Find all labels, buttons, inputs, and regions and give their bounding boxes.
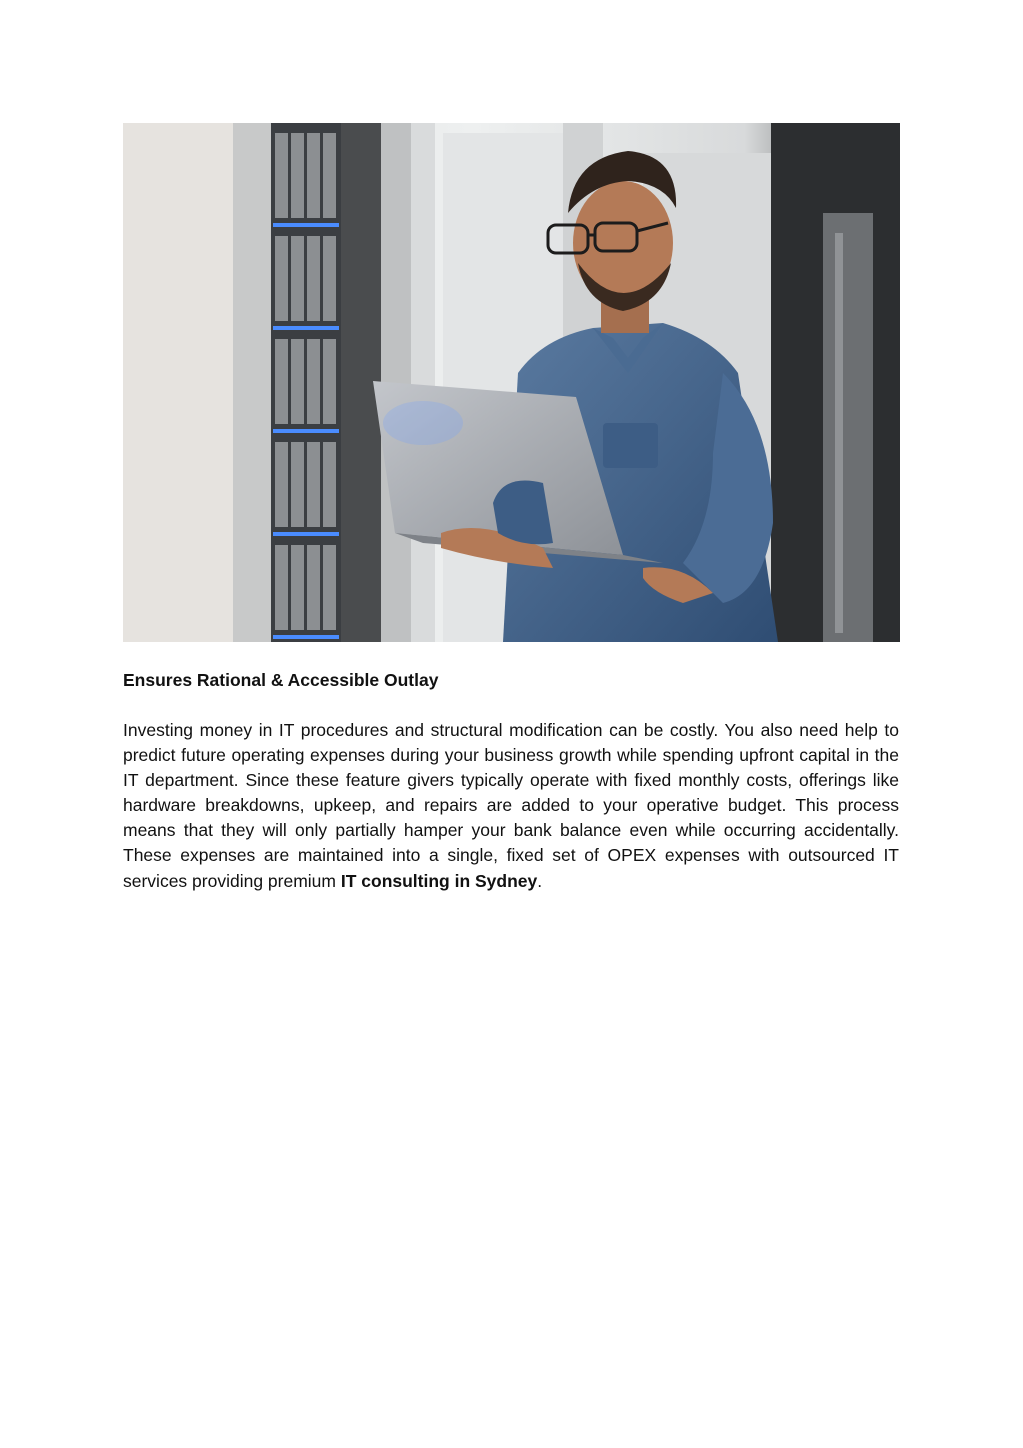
drive-bay: [323, 133, 336, 218]
drive-bay: [291, 236, 304, 321]
drive-bay: [307, 339, 320, 424]
section-heading: Ensures Rational & Accessible Outlay: [123, 670, 439, 690]
status-led: [273, 635, 339, 639]
drive-bay: [323, 236, 336, 321]
status-led: [273, 223, 339, 227]
drive-bay: [323, 442, 336, 527]
status-led: [273, 326, 339, 330]
drive-bay: [291, 442, 304, 527]
drive-bay: [307, 133, 320, 218]
drive-bay: [275, 339, 288, 424]
drive-bay: [323, 545, 336, 630]
body-paragraph-end: .: [537, 870, 543, 891]
hero-photo: [123, 123, 900, 642]
drive-bay: [291, 545, 304, 630]
drive-bay: [291, 133, 304, 218]
drive-bay: [323, 339, 336, 424]
status-led: [273, 532, 339, 536]
drive-bay: [275, 442, 288, 527]
drive-bay: [275, 545, 288, 630]
technician-with-laptop-illustration: [123, 123, 900, 642]
body-paragraph: [123, 718, 899, 894]
drive-bay: [307, 545, 320, 630]
body-paragraph-text: Investing money in IT procedures and structural modification can be costly. You also need help to predict future operating expenses during your business growth while spending upfront capital in the IT department. Since these feature givers typically operate with fixed monthly costs, offerings like hardware breakdowns, upkeep, and repairs are added to your operative budget. This process means that they will only partially hamper your bank balance even while occurring accidentally. These expenses are maintained into a single, fixed set of OPEX expenses with outsourced IT services providing premium: [123, 720, 899, 891]
it-consulting-sydney-link[interactable]: IT consulting in Sydney: [340, 870, 538, 891]
drive-bay: [275, 236, 288, 321]
drive-bay: [307, 442, 320, 527]
drive-bay: [291, 339, 304, 424]
drive-bay: [307, 236, 320, 321]
drive-bay: [275, 133, 288, 218]
status-led: [273, 429, 339, 433]
